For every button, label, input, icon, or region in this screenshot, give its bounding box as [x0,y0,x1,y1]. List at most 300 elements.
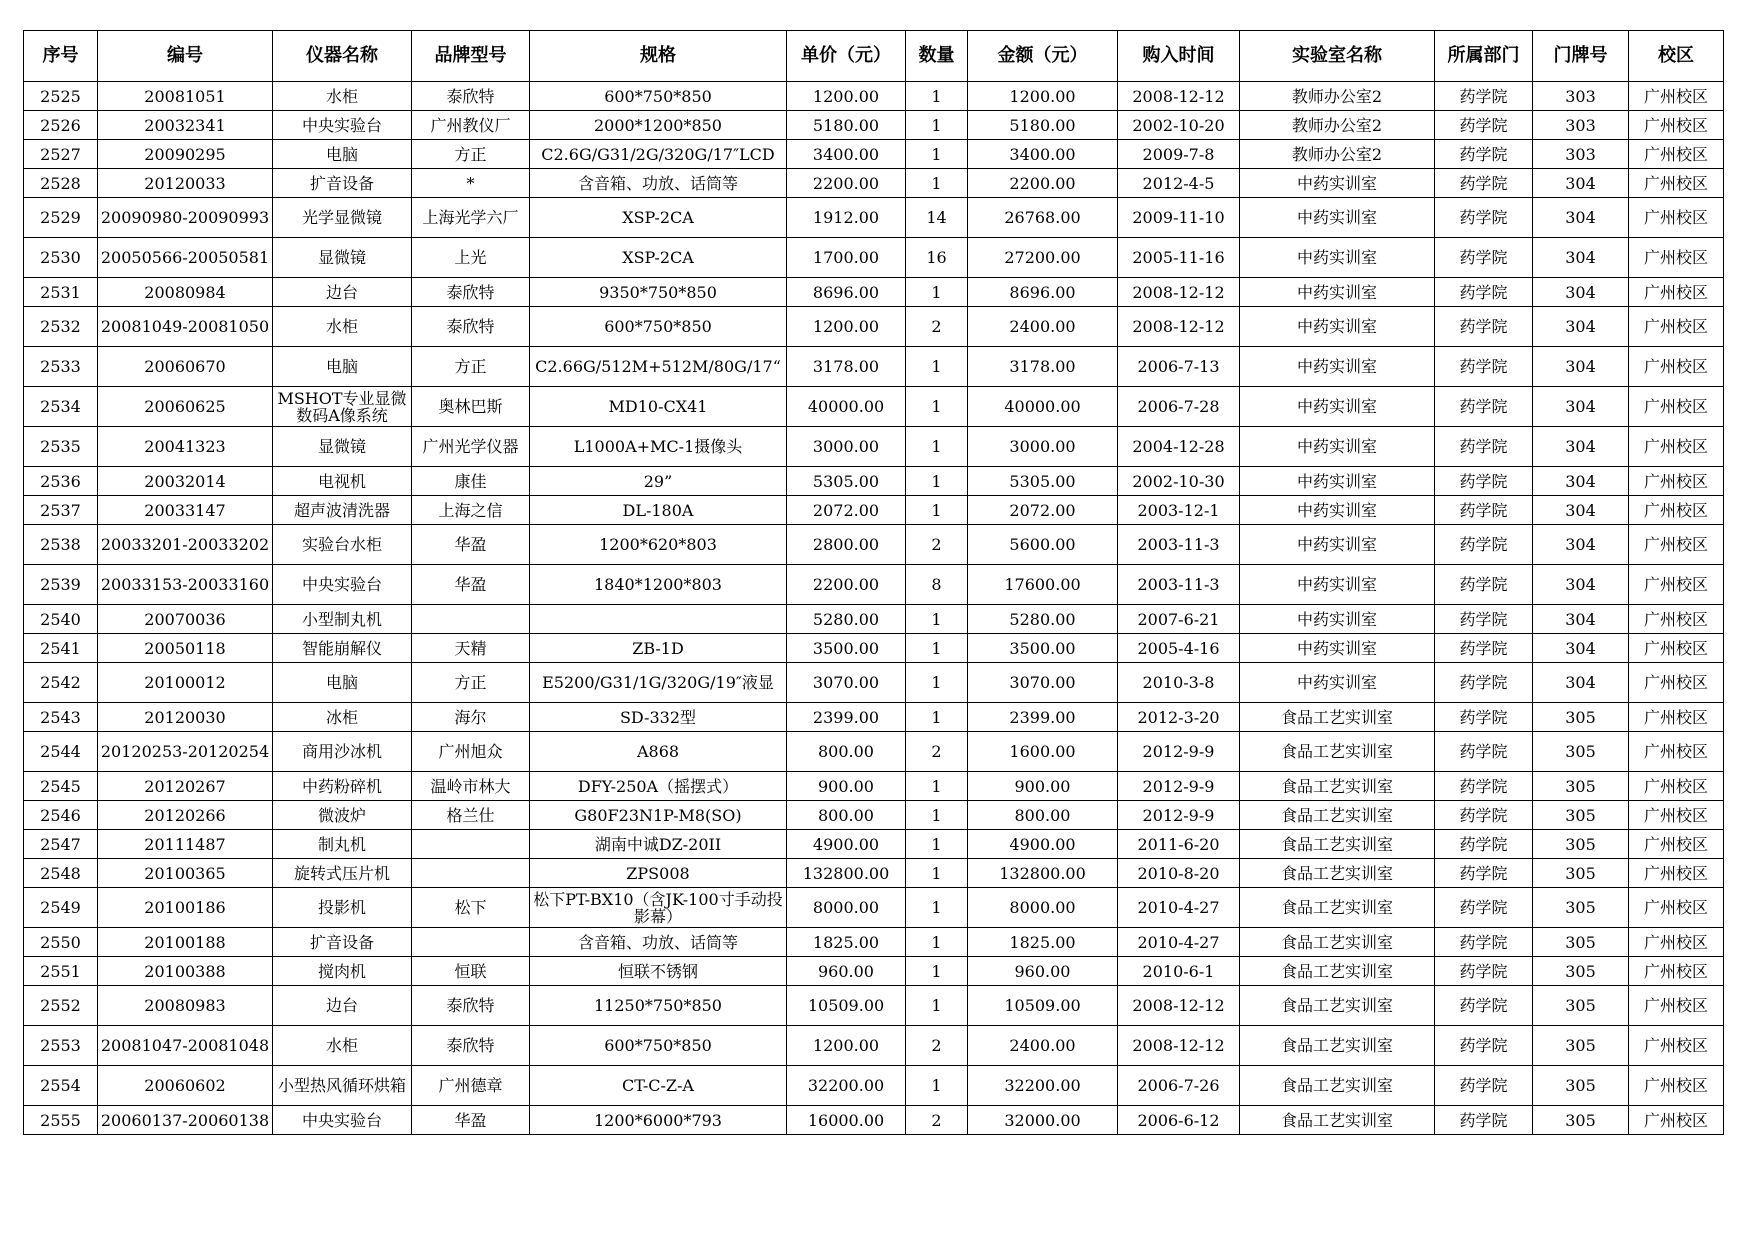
cell-brand [412,634,530,663]
cell-lab-name [1240,467,1435,496]
cell-brand [412,605,530,634]
cell-room-number [1533,565,1629,605]
cell-text: 9350*750*850 [599,283,717,301]
cell-text: 2536 [40,472,81,490]
cell-text: 温岭市林大 [430,777,511,795]
cell-text: 2008-12-12 [1132,997,1225,1014]
cell-text: 含音箱、功放、话筒等 [577,174,738,192]
cell-brand [412,238,530,278]
table-header [24,31,1724,82]
cell-text: DFY-250A（摇摆式） [577,777,739,795]
cell-text: 304 [1565,536,1596,553]
cell-text: 304 [1565,639,1596,657]
cell-text: DL-180A [622,501,694,519]
cell-text: 药学院 [1459,743,1508,760]
cell-campus [1629,140,1724,169]
cell-room-number [1533,859,1629,888]
cell-instrument [273,307,412,347]
cell-brand [412,1106,530,1135]
cell-text: 20100186 [144,899,226,916]
cell-text: 2 [931,1111,942,1129]
cell-code [98,703,273,732]
cell-text: 广州校区 [1643,933,1708,951]
cell-text: 2800.00 [812,536,880,553]
cell-instrument [273,278,412,307]
cell-brand [412,830,530,859]
cell-text: 2 [931,1037,942,1054]
cell-campus [1629,605,1724,634]
cell-seq [24,111,98,140]
cell-unit-price [787,427,906,467]
cell-text: 广州校区 [1643,639,1708,657]
cell-text: 5305.00 [812,472,880,490]
cell-text: 2537 [40,501,81,519]
cell-lab-name [1240,565,1435,605]
cell-instrument [273,387,412,427]
cell-text: 304 [1565,674,1596,691]
cell-amount [968,634,1118,663]
cell-room-number [1533,928,1629,957]
table-row [24,565,1724,605]
cell-seq [24,496,98,525]
table-row [24,859,1724,888]
cell-text: 含音箱、功放、话筒等 [577,933,738,951]
cell-text: 电脑 [325,674,358,691]
cell-text: 药学院 [1459,1037,1508,1054]
cell-text: 广州校区 [1643,472,1708,490]
cell-text: 1825.00 [1009,933,1076,951]
cell-brand [412,663,530,703]
cell-instrument [273,347,412,387]
cell-text: 600*750*850 [604,87,712,105]
cell-text: 304 [1565,610,1596,628]
cell-seq [24,278,98,307]
cell-seq [24,1106,98,1135]
cell-text: 20033201-20033202 [100,536,270,553]
cell-room-number [1533,830,1629,859]
cell-unit-price [787,169,906,198]
cell-seq [24,82,98,111]
cell-text: 中药实训室 [1296,209,1377,226]
cell-code [98,1026,273,1066]
cell-unit-price [787,278,906,307]
header-instrument: 仪器名称 [273,31,412,82]
cell-department [1435,387,1533,427]
cell-text: 132800.00 [802,864,890,882]
cell-room-number [1533,387,1629,427]
cell-text: 304 [1565,438,1596,455]
cell-text: 华盈 [454,576,487,593]
cell-text: 800.00 [1014,806,1071,824]
cell-amount [968,467,1118,496]
cell-amount [968,957,1118,986]
cell-brand [412,986,530,1026]
cell-lab-name [1240,928,1435,957]
cell-text: 上海光学六厂 [422,209,519,226]
cell-spec [530,525,787,565]
cell-lab-name [1240,732,1435,772]
cell-text: 20070036 [144,610,226,628]
cell-amount [968,928,1118,957]
cell-text: 2541 [40,639,81,657]
cell-text: 食品工艺实训室 [1280,743,1393,760]
cell-amount [968,663,1118,703]
cell-text: 2005-4-16 [1137,639,1220,657]
cell-text: ZB-1D [632,639,684,657]
cell-seq [24,427,98,467]
cell-text: SD-332型 [619,708,697,726]
table-row [24,140,1724,169]
cell-seq [24,830,98,859]
cell-text: 2011-6-20 [1137,835,1220,853]
cell-seq [24,387,98,427]
cell-text: 药学院 [1459,283,1508,301]
cell-quantity [906,663,968,703]
cell-campus [1629,957,1724,986]
cell-text: 1825.00 [812,933,880,951]
cell-purchase-date [1118,111,1240,140]
cell-text: 广州校区 [1643,576,1708,593]
cell-text: 2550 [40,933,81,951]
cell-code [98,347,273,387]
cell-seq [24,169,98,198]
cell-text: 广州校区 [1643,283,1708,301]
cell-room-number [1533,772,1629,801]
cell-room-number [1533,169,1629,198]
cell-text: 305 [1565,777,1596,795]
cell-purchase-date [1118,307,1240,347]
cell-text: 3400.00 [812,145,880,163]
cell-text: 3400.00 [1009,145,1076,163]
cell-room-number [1533,496,1629,525]
cell-text: 药学院 [1459,472,1508,490]
cell-text: 中药实训室 [1296,249,1377,266]
cell-campus [1629,238,1724,278]
cell-text: 32200.00 [1004,1077,1081,1094]
cell-lab-name [1240,140,1435,169]
cell-text: 1 [931,962,942,980]
cell-text: 40000.00 [807,398,885,415]
cell-text: 湖南中诚DZ-20II [594,835,722,853]
cell-text: 药学院 [1459,639,1508,657]
cell-text: 2010-4-27 [1137,933,1220,951]
cell-text: 2532 [40,318,81,335]
cell-seq [24,307,98,347]
cell-purchase-date [1118,830,1240,859]
cell-text: 中药实训室 [1296,610,1377,628]
cell-quantity [906,169,968,198]
cell-text: 2012-9-9 [1142,743,1215,760]
cell-unit-price [787,496,906,525]
cell-text: 1200.00 [812,318,880,335]
cell-room-number [1533,1026,1629,1066]
cell-campus [1629,278,1724,307]
cell-room-number [1533,467,1629,496]
table-row [24,732,1724,772]
cell-department [1435,663,1533,703]
cell-room-number [1533,307,1629,347]
cell-text: 16 [926,249,947,266]
cell-brand [412,347,530,387]
cell-text: 中央实验台 [301,116,382,134]
cell-text: 2552 [40,997,81,1014]
cell-text: 奥林巴斯 [438,398,503,415]
cell-text: 20100012 [144,674,226,691]
cell-lab-name [1240,238,1435,278]
cell-text: 960.00 [1014,962,1071,980]
cell-quantity [906,198,968,238]
cell-text: 广州校区 [1643,174,1708,192]
cell-instrument [273,986,412,1026]
cell-text: 中药实训室 [1296,438,1377,455]
cell-department [1435,82,1533,111]
table-row [24,169,1724,198]
cell-text: 中药粉碎机 [301,777,382,795]
cell-text: 2006-7-28 [1137,398,1220,415]
cell-code [98,801,273,830]
cell-text: 304 [1565,209,1596,226]
cell-text: 2 [931,536,942,553]
cell-department [1435,1106,1533,1135]
cell-lab-name [1240,663,1435,703]
cell-text: 水柜 [325,318,358,335]
cell-text: 2008-12-12 [1132,283,1225,301]
cell-lab-name [1240,1066,1435,1106]
cell-text: 教师办公室2 [1291,87,1383,105]
cell-spec [530,387,787,427]
cell-campus [1629,703,1724,732]
cell-amount [968,427,1118,467]
cell-text: 2003-12-1 [1137,501,1220,519]
cell-instrument [273,859,412,888]
cell-amount [968,111,1118,140]
cell-brand [412,1026,530,1066]
cell-text: 3178.00 [1009,358,1076,375]
cell-text: 1200*6000*793 [594,1111,722,1129]
cell-text: 960.00 [818,962,874,980]
table-row [24,307,1724,347]
cell-text: 2544 [40,743,81,760]
cell-code [98,467,273,496]
cell-department [1435,605,1533,634]
cell-brand [412,467,530,496]
cell-text: 食品工艺实训室 [1280,997,1393,1014]
cell-department [1435,801,1533,830]
table-row [24,928,1724,957]
cell-text: 制丸机 [317,835,366,853]
cell-department [1435,525,1533,565]
cell-quantity [906,1026,968,1066]
cell-text: 1 [931,864,942,882]
cell-spec [530,565,787,605]
cell-amount [968,82,1118,111]
cell-text: 中药实训室 [1296,174,1377,192]
cell-room-number [1533,82,1629,111]
cell-quantity [906,957,968,986]
table-row [24,525,1724,565]
cell-purchase-date [1118,496,1240,525]
cell-text: 1 [931,806,942,824]
cell-text: 1 [931,87,942,105]
cell-text: 2010-3-8 [1142,674,1215,691]
cell-text: 800.00 [818,743,874,760]
cell-instrument [273,525,412,565]
cell-text: 20032014 [144,472,226,490]
cell-text: 2200.00 [812,576,880,593]
table-row [24,238,1724,278]
cell-text: 1200.00 [812,1037,880,1054]
cell-text: * [466,174,475,192]
cell-department [1435,830,1533,859]
cell-text: 29” [643,472,673,490]
cell-instrument [273,957,412,986]
cell-text: 20120266 [144,806,226,824]
cell-seq [24,957,98,986]
cell-text: 5600.00 [1009,536,1076,553]
cell-amount [968,347,1118,387]
cell-text: 1 [931,398,942,415]
cell-text: 304 [1565,283,1596,301]
cell-brand [412,387,530,427]
cell-room-number [1533,427,1629,467]
cell-purchase-date [1118,198,1240,238]
cell-brand [412,1066,530,1106]
cell-brand [412,427,530,467]
cell-seq [24,663,98,703]
cell-text: 2004-12-28 [1132,438,1225,455]
cell-code [98,928,273,957]
cell-text: CT-C-Z-A [622,1077,694,1094]
cell-code [98,82,273,111]
cell-text: 教师办公室2 [1291,145,1383,163]
cell-department [1435,467,1533,496]
cell-text: 20090980-20090993 [100,209,270,226]
cell-text: 32200.00 [807,1077,885,1094]
cell-text: 20060602 [144,1077,226,1094]
cell-text: 8696.00 [812,283,880,301]
cell-quantity [906,830,968,859]
cell-seq [24,859,98,888]
cell-text: 2009-7-8 [1142,145,1215,163]
cell-department [1435,278,1533,307]
cell-text: 2010-8-20 [1137,864,1220,882]
cell-lab-name [1240,859,1435,888]
cell-text: 2530 [40,249,81,266]
cell-text: 2012-3-20 [1137,708,1220,726]
cell-text: 304 [1565,174,1596,192]
cell-brand [412,140,530,169]
cell-text: 1 [931,708,942,726]
cell-text: 8696.00 [1009,283,1076,301]
cell-text: 20050118 [144,639,226,657]
cell-instrument [273,238,412,278]
cell-text: 305 [1565,864,1596,882]
cell-purchase-date [1118,82,1240,111]
cell-spec [530,169,787,198]
cell-text: 11250*750*850 [594,997,722,1014]
cell-lab-name [1240,427,1435,467]
cell-unit-price [787,859,906,888]
cell-text: 药学院 [1459,806,1508,824]
cell-text: 药学院 [1459,116,1508,134]
cell-spec [530,928,787,957]
cell-text: 广州校区 [1643,318,1708,335]
cell-quantity [906,111,968,140]
cell-text: 显微镜 [317,249,366,266]
cell-text: 20050566-20050581 [100,249,270,266]
cell-text: 2529 [40,209,81,226]
cell-text: 800.00 [818,806,874,824]
cell-code [98,525,273,565]
cell-seq [24,986,98,1026]
cell-text: 305 [1565,899,1596,916]
cell-amount [968,830,1118,859]
cell-text: 旋转式压片机 [293,864,390,882]
cell-campus [1629,198,1724,238]
cell-text: 中药实训室 [1296,398,1377,415]
cell-text: 304 [1565,576,1596,593]
cell-lab-name [1240,169,1435,198]
cell-text: 304 [1565,501,1596,519]
cell-text: 药学院 [1459,576,1508,593]
cell-campus [1629,307,1724,347]
cell-text: 20032341 [144,116,226,134]
cell-department [1435,307,1533,347]
cell-brand [412,859,530,888]
cell-text: 20100188 [144,933,226,951]
cell-department [1435,111,1533,140]
cell-text: 2535 [40,438,81,455]
header-amount: 金额（元） [968,31,1118,82]
cell-text: 1600.00 [1009,743,1076,760]
cell-text: 药学院 [1459,933,1508,951]
cell-text: 3178.00 [812,358,880,375]
cell-text: 天精 [454,639,487,657]
cell-brand [412,888,530,928]
cell-text: 304 [1565,398,1596,415]
table-row [24,1106,1724,1135]
cell-lab-name [1240,1106,1435,1135]
cell-text: 海尔 [454,708,487,726]
cell-seq [24,605,98,634]
cell-text: 中央实验台 [301,576,382,593]
cell-unit-price [787,467,906,496]
cell-text: 8000.00 [1009,899,1076,916]
cell-text: 中药实训室 [1296,283,1377,301]
header-campus: 校区 [1629,31,1724,82]
cell-text: 广州旭众 [438,743,503,760]
cell-amount [968,732,1118,772]
cell-code [98,1066,273,1106]
cell-text: 药学院 [1459,899,1508,916]
cell-spec [530,663,787,703]
table-row [24,387,1724,427]
cell-text: 20060137-20060138 [100,1111,270,1129]
cell-text: 2009-11-10 [1132,209,1225,226]
cell-text: 水柜 [325,1037,358,1054]
cell-lab-name [1240,957,1435,986]
cell-text: 广州校区 [1643,145,1708,163]
table-row [24,703,1724,732]
cell-text: 5305.00 [1009,472,1076,490]
cell-text: 2002-10-20 [1132,116,1225,134]
header-unit-price: 单价（元） [787,31,906,82]
cell-purchase-date [1118,387,1240,427]
cell-text: 广州校区 [1643,1111,1708,1129]
cell-unit-price [787,732,906,772]
cell-amount [968,772,1118,801]
cell-text: 广州校区 [1643,209,1708,226]
